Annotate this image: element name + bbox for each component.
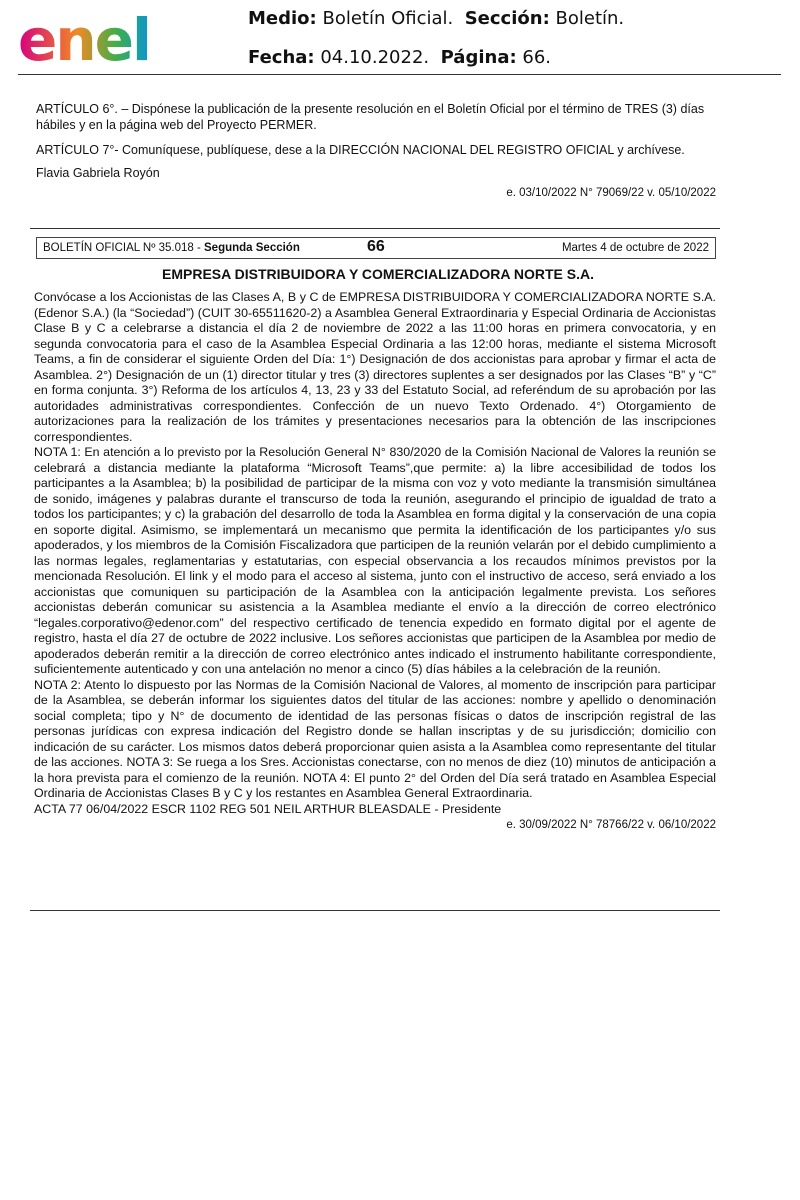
notice-reference: e. 30/09/2022 N° 78766/22 v. 06/10/2022 (506, 819, 716, 831)
header-fecha-pagina (248, 47, 551, 68)
boletin-section: Segunda Sección (204, 242, 300, 254)
fecha-value: 04.10.2022. (320, 47, 430, 68)
notice-nota-2-4: NOTA 2: Atento lo dispuesto por las Normas de la Comisión Nacional de Valores, al momento de inscripción para participar de la Asamblea, se deberán informar los siguientes datos del titular de las acciones: nombre y apellido o denominación social completa; tipo y N° de documento de identidad de las personas físicas o datos de inscripción registral de las personas jurídicas con expresa indicación del Registro donde se hallan inscriptas y de su jurisdicción; domicilio con indicación de su carácter. Los mismos datos deberá proporcionar quien asista a la Asamblea como representante del titular de las acciones. NOTA 3: Se ruega a los Sres. Accionistas conectarse, con no menos de diez (10) minutos de anticipación a la hora prevista para el comienzo de la reunión. NOTA 4: El punto 2° del Orden del Día será tratado en Asamblea Especial Ordinaria de Accionistas Clases B y C y los restantes en Asamblea General Extraordinaria. (34, 677, 716, 800)
medio-label: Medio: (248, 8, 317, 29)
article-6: ARTÍCULO 6°. – Dispónese la publicación de la presente resolución en el Boletín Oficial por el término de TRES (3) días hábiles y en la página web del Proyecto PERMER. (36, 102, 705, 132)
notice-nota-1: NOTA 1: En atención a lo previsto por la Resolución General N° 830/2020 de la Comisión Nacional de Valores la reunión se celebrará a distancia mediante la plataforma “Microsoft Teams”,que permite: a) la libre accesibilidad de todos los participantes a la Asamblea; b) la posibilidad de participar de la misma con voz y voto mediante la transmisión simultánea de sonido, imágenes y palabras durante el transcurso de toda la reunión, asegurando el principio de igualdad de trato a todos los participantes; y c) la grabación del desarrollo de toda la Asamblea en forma digital y la conservación de una copia en soporte digital. Asimismo, se implementará un mecanismo que permita la identificación de los participantes y/o sus apoderados, y los miembros de la Comisión Fiscalizadora que participen de la reunión velarán por el debido cumplimiento a las normas legales, reglamentarias y estatutarias, con especial observancia a los recaudos mínimos previstos por la mencionada Resolución. El link y el modo para el acceso al sistema, junto con el instructivo de acceso, será enviado a los accionistas que comuniquen su participación de la Asamblea con la anticipación legalmente prevista. Los señores accionistas deberán comunicar su asistencia a la Asamblea mediante el envío a la dirección de correo electrónico “legales.corporativo@edenor.com” del respectivo certificado de tenencia expedido en formato digital por el agente de registro, hasta el día 27 de octubre de 2022 inclusive. Los señores accionistas que participen de la Asamblea por medio de apoderados deberán remitir a la dirección de correo electrónico antes indicado el instrumento habilitante correspondiente, suficientemente autenticado y con una antelación no menor a cinco (5) días hábiles a la celebración de la reunión. (34, 445, 716, 676)
enel-logo (18, 6, 168, 70)
boletin-header-bar (36, 237, 716, 259)
seccion-label: Sección: (464, 8, 550, 29)
fecha-label: Fecha: (248, 47, 315, 68)
boletin-number: BOLETÍN OFICIAL Nº 35.018 - (43, 242, 204, 254)
boletin-date: Martes 4 de octubre de 2022 (561, 242, 709, 254)
publication-reference: e. 03/10/2022 N° 79069/22 v. 05/10/2022 (506, 187, 716, 199)
boletin-edition (43, 238, 300, 258)
seccion-value: Boletín. (555, 8, 625, 29)
notice-title: EMPRESA DISTRIBUIDORA Y COMERCIALIZADORA NORTE S.A. (162, 266, 594, 282)
header-divider (18, 74, 781, 75)
svg-text:enel: enel (18, 6, 150, 70)
medio-value: Boletín Oficial. (322, 8, 454, 29)
notice-signature: ACTA 77 06/04/2022 ESCR 1102 REG 501 NEIL ARTHUR BLEASDALE - Presidente (34, 801, 502, 816)
header-medio-seccion (248, 8, 624, 29)
section-divider (30, 228, 720, 229)
notice-body (34, 290, 716, 834)
article-7: ARTÍCULO 7°- Comuníquese, publíquese, dese a la DIRECCIÓN NACIONAL DEL REGISTRO OFICIAL y archívese. (36, 143, 685, 157)
pagina-label: Página: (440, 47, 517, 68)
boletin-page-number: 66 (367, 238, 385, 255)
bottom-divider (30, 910, 720, 911)
pagina-value: 66. (522, 47, 552, 68)
notice-convocation: Convócase a los Accionistas de las Clases A, B y C de EMPRESA DISTRIBUIDORA Y COMERCIALIZADORA NORTE S.A. (Edenor S.A.) (la “Sociedad”) (CUIT 30-65511620-2) a Asamblea General Extraordinaria y Especial Ordinaria de Accionistas Clase B y C a celebrarse a distancia el día 2 de noviembre de 2022 a las 11:00 horas en primera convocatoria, y en segunda convocatoria para el caso de la Asamblea Especial Ordinaria a las 12:00 horas, mediante el sistema Microsoft Teams, a fin de considerar el siguiente Orden del Día: 1°) Designación de dos accionistas para aprobar y firmar el acta de Asamblea. 2°) Designación de un (1) director titular y tres (3) directores suplentes a ser designados por las Clases “B” y “C” en forma conjunta. 3°) Reforma de los artículos 4, 13, 23 y 33 del Estatuto Social, ad referéndum de su aprobación por las autoridades administrativas correspondientes. Confección de un nuevo Texto Ordenado. 4°) Otorgamiento de autorizaciones para la realización de los trámites y presentaciones necesarios para la obtención de las inscripciones correspondientes. (34, 290, 716, 444)
signer-name: Flavia Gabriela Royón (36, 166, 160, 180)
